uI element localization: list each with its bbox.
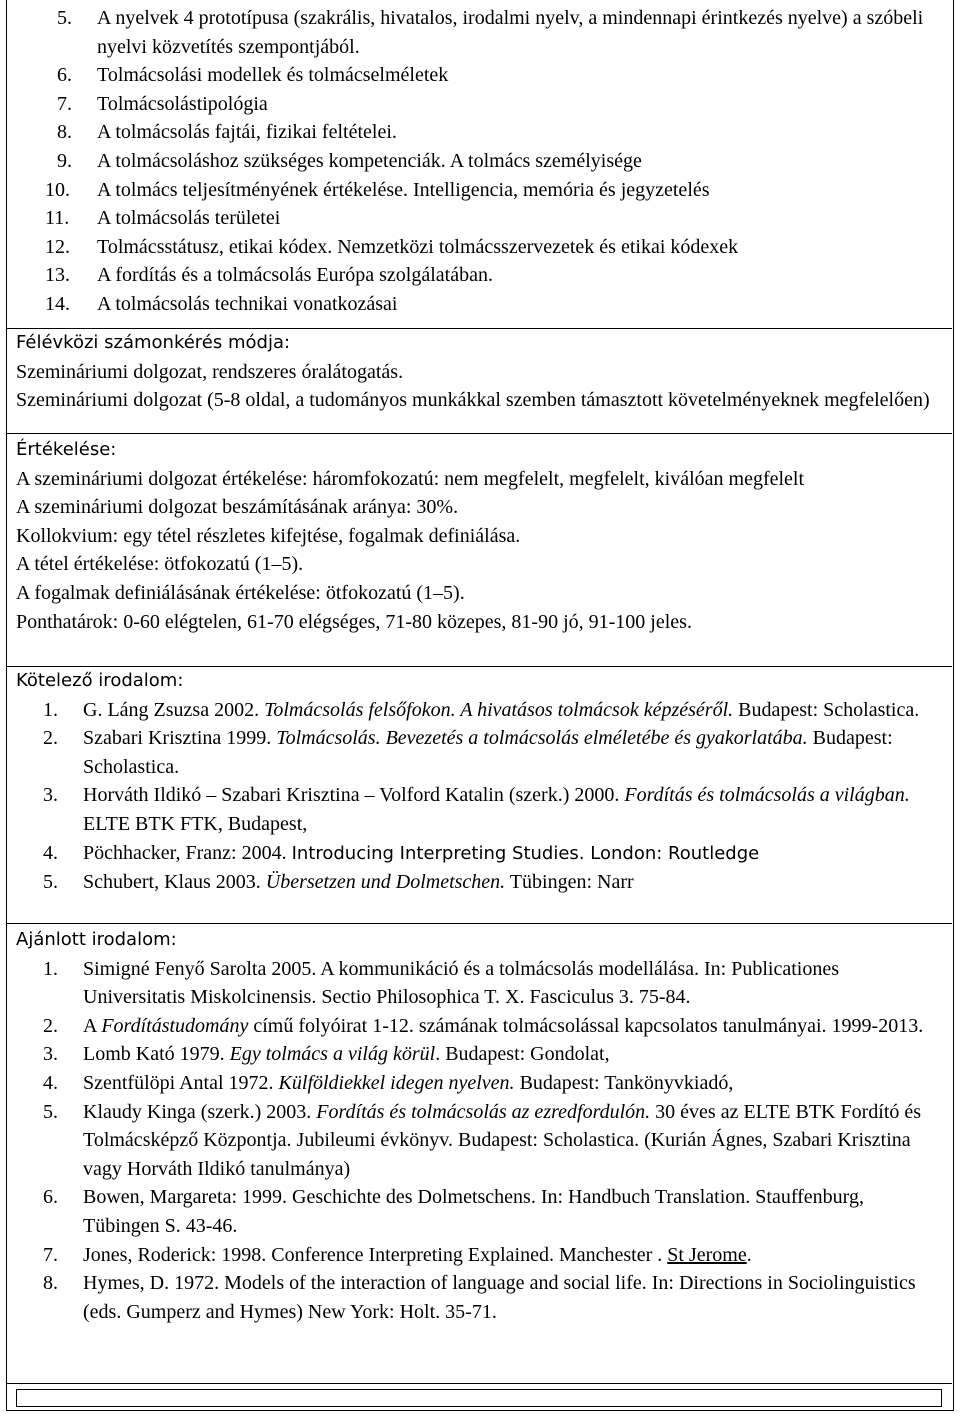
assessment-line: Szemináriumi dolgozat, rendszeres óralátogatás. — [16, 360, 404, 383]
list-item: 13. A fordítás és a tolmácsolás Európa szolgálatában. — [45, 264, 493, 287]
evaluation-line: A fogalmak definiálásának értékelése: ötfokozatú (1–5). — [16, 581, 465, 604]
evaluation-line: A szemináriumi dolgozat értékelése: háromfokozatú: nem megfelelt, megfelelt, kiválóan megfelelt — [16, 467, 805, 490]
required-literature-section — [6, 667, 952, 924]
evaluation-line: A tétel értékelése: ötfokozatú (1–5). — [16, 553, 304, 576]
list-item: 1. G. Láng Zsuzsa 2002. Tolmácsolás felsőfokon. A hivatásos tolmácsok képzéséről. Budapest: Scholastica. — [43, 698, 920, 721]
list-item: 1. Simigné Fenyő Sarolta 2005. A kommunikáció és a tolmácsolás modellálása. In: Publicationes Universitatis Miskolcinensis. Sectio Philosophica T. X. Fasciculus 3. 75-84. — [43, 957, 839, 1009]
evaluation-section — [6, 434, 952, 667]
list-item: 14. A tolmácsolás technikai vonatkozásai — [45, 292, 398, 315]
topic-list — [23, 4, 951, 319]
list-item: 2. A Fordítástudomány című folyóirat 1-12. számának tolmácsolással kapcsolatos tanulmányai. 1999-2013. — [43, 1014, 924, 1037]
list-item: 8. Hymes, D. 1972. Models of the interaction of language and social life. In: Directions in Sociolinguistics (eds. Gumperz and Hymes) New York: Holt. 35-71. — [43, 1272, 916, 1323]
assessment-heading: Félévközi számonkérés módja: — [16, 332, 291, 353]
list-item: 4. Szentfülöpi Antal 1972. Külföldiekkel idegen nyelven. Budapest: Tankönyvkiadó, — [43, 1071, 734, 1094]
evaluation-heading: Értékelése: — [16, 439, 117, 460]
recommended-literature-section — [6, 924, 952, 1384]
recommended-heading: Ajánlott irodalom: — [16, 929, 177, 950]
list-item: 4. Pöchhacker, Franz: 2004. Introducing Interpreting Studies. London: Routledge — [43, 841, 760, 864]
evaluation-line: A szemináriumi dolgozat beszámításának aránya: 30%. — [16, 496, 459, 519]
list-item: 6. Tolmácsolási modellek és tolmácselméletek — [57, 64, 449, 87]
list-item: 7. Tolmácsolástipológia — [57, 92, 268, 115]
publisher-link[interactable]: St Jerome — [667, 1243, 747, 1266]
topics-section — [6, 0, 952, 329]
list-item: 5. Schubert, Klaus 2003. Übersetzen und Dolmetschen. Tübingen: Narr — [43, 871, 634, 894]
list-item: 10. A tolmács teljesítményének értékelése. Intelligencia, memória és jegyzetelés — [45, 178, 710, 201]
list-item: 12. Tolmácsstátusz, etikai kódex. Nemzetközi tolmácsszervezetek és etikai kódexek — [45, 235, 739, 258]
assessment-line: Szemináriumi dolgozat (5-8 oldal, a tudományos munkákkal szemben támasztott követelményeknek megfelelően) — [16, 389, 930, 412]
list-item: 9. A tolmácsoláshoz szükséges kompetenciák. A tolmács személyisége — [57, 149, 642, 172]
list-item: 2. Szabari Krisztina 1999. Tolmácsolás. Bevezetés a tolmácsolás elméletébe és gyakorlatába. Budapest: Scholastica. — [43, 727, 893, 778]
list-item: 3. Lomb Kató 1979. Egy tolmács a világ körül. Budapest: Gondolat, — [43, 1043, 610, 1066]
evaluation-line: Ponthatárok: 0-60 elégtelen, 61-70 elégséges, 71-80 közepes, 81-90 jó, 91-100 jeles. — [16, 610, 692, 633]
list-item: 7. Jones, Roderick: 1998. Conference Interpreting Explained. Manchester . St Jerome. — [43, 1243, 752, 1266]
list-item: 3. Horváth Ildikó – Szabari Krisztina – Volford Katalin (szerk.) 2000. Fordítás és tolmácsolás a világban. ELTE BTK FTK, Budapest, — [43, 784, 910, 835]
list-item: 8. A tolmácsolás fajtái, fizikai feltételei. — [57, 121, 397, 144]
list-item: 6. Bowen, Margareta: 1999. Geschichte des Dolmetschens. In: Handbuch Translation. Stauffenburg, Tübingen S. 43-46. — [43, 1186, 864, 1237]
required-list — [9, 696, 944, 897]
list-item: 5. A nyelvek 4 prototípusa (szakrális, hivatalos, irodalmi nyelv, a mindennapi érintkezés nyelve) a szóbeli nyelvi közvetítés szempontjából. — [57, 7, 924, 58]
assessment-section — [6, 329, 952, 434]
list-item: 11. A tolmácsolás területei — [45, 207, 281, 230]
recommended-list — [9, 955, 944, 1327]
empty-box — [16, 1389, 942, 1407]
evaluation-line: Kollokvium: egy tétel részletes kifejtése, fogalmak definiálása. — [16, 524, 521, 547]
list-item: 5. Klaudy Kinga (szerk.) 2003. Fordítás és tolmácsolás az ezredfordulón. 30 éves az ELTE BTK Fordító és Tolmácsképző Központja. Jubileumi évkönyv. Budapest: Scholastica. (Kurián Ágnes, Szabari Krisztina vagy Horváth Ildikó tanulmánya) — [43, 1100, 922, 1180]
required-heading: Kötelező irodalom: — [16, 670, 184, 691]
